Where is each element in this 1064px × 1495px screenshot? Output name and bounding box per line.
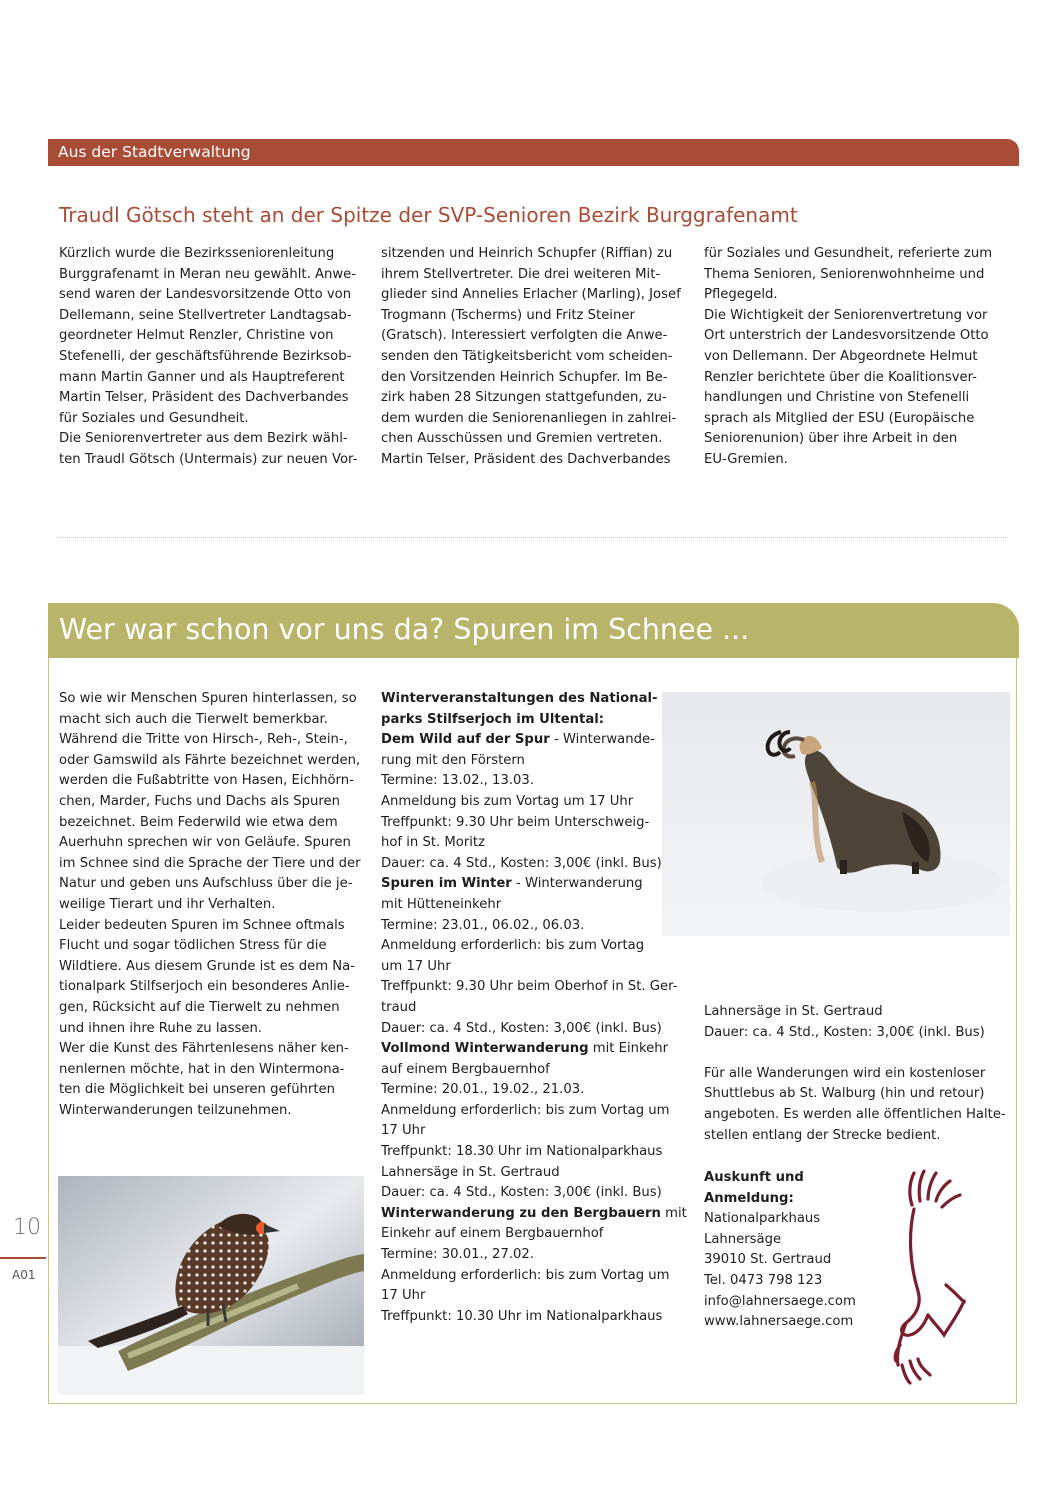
chamois-photo: [662, 692, 1010, 936]
divider: [58, 537, 1008, 538]
event-desc: mit Einkehr auf einem Bergbauernhof Termine: 20.01., 19.02., 21.03. Anmeldung erforderlich: bis zum Vortag um 17 Uhr Treffpunkt: 18.30 Uhr im Nationalparkhaus Lahnersäge in St. Gertraud Dauer: ca. 4 Std., Kosten: 3,00€ (inkl. Bus): [381, 1041, 670, 1201]
page-marker-line: [0, 1257, 46, 1259]
events-heading: Winterveranstaltungen des National- parks Stilfserjoch im Ultental:: [381, 691, 658, 727]
article-title: Traudl Götsch steht an der Spitze der SVP-Senioren Bezirk Burggrafenamt: [59, 203, 798, 227]
article-column-2: sitzenden und Heinrich Schupfer (Riffian) zu ihrem Stellvertreter. Die drei weiteren Mit- glieder sind Annelies Erlacher (Marling), Josef Trogmann (Tscherms) und Fritz Steiner (Gratsch). Interessiert verfolgten die Anwe- senden den Tätigkeitsbericht vom scheiden- den Vorsitzenden Heinrich Schupfer. Im Be- zirk haben 28 Sitzungen stattgefunden, zu- dem wurden die Seniorenanliegen in zahlrei- chen Ausschüssen und Gremien vertreten. Martin Telser, Präsident des Dachverbandes: [381, 246, 681, 467]
event-title: Vollmond Winterwanderung: [381, 1041, 589, 1057]
event-title: Winterwanderung zu den Bergbauern: [381, 1205, 661, 1221]
event-desc: mit Einkehr auf einem Bergbauernhof Termine: 30.01., 27.02. Anmeldung erforderlich: bis zum Vortag um 17 Uhr Treffpunkt: 10.30 Uhr im Nationalparkhaus: [381, 1205, 687, 1324]
contact-body: Nationalparkhaus Lahnersäge 39010 St. Gertraud Tel. 0473 798 123 info@lahnersaege.com www.lahnersaege.com: [704, 1211, 856, 1330]
events-column: [381, 689, 691, 1327]
event-desc: - Winterwande- rung mit den Förstern Termine: 13.02., 13.03. Anmeldung bis zum Vortag um 17 Uhr Treffpunkt: 9.30 Uhr beim Unterschweig- hof in St. Moritz Dauer: ca. 4 Std., Kosten: 3,00€ (inkl. Bus): [381, 732, 662, 871]
feature-title: Wer war schon vor uns da? Spuren im Schnee ...: [59, 613, 750, 646]
section-label: Aus der Stadtverwaltung: [58, 143, 251, 161]
event-title: Spuren im Winter: [381, 876, 512, 892]
event-title: Dem Wild auf der Spur: [381, 732, 550, 748]
contact-heading: Auskunft und Anmeldung:: [704, 1170, 804, 1206]
article-column-1: Kürzlich wurde die Bezirksseniorenleitung Burggrafenamt in Meran neu gewählt. Anwe- send waren der Landesvorsitzende Otto von Dellemann, seine Stellvertreter Landtagsab- geordneter Helmut Renzler, Christine von Stefenelli, der geschäftsführende Bezirksob- mann Martin Ganner und als Hauptreferent Martin Telser, Präsident des Dachverbandes für Soziales und Gesundheit. Die Seniorenvertreter aus dem Bezirk wähl- ten Traudl Götsch (Untermais) zur neuen Vor-: [59, 246, 358, 467]
feature-header: [48, 603, 1019, 658]
event-desc: - Winterwanderung mit Hütteneinkehr Termine: 23.01., 06.02., 06.03. Anmeldung erforderlich: bis zum Vortag um 17 Uhr Treffpunkt: 9.30 Uhr beim Oberhof in St. Ger- traud Dauer: ca. 4 Std., Kosten: 3,00€ (inkl. Bus): [381, 876, 678, 1036]
article-column-3: für Soziales und Gesundheit, referierte zum Thema Senioren, Seniorenwohnheime und Pflegegeld. Die Wichtigkeit der Seniorenvertretung vor Ort unterstrich der Landesvorsitzende Otto von Dellemann. Der Abgeordnete Helmut Renzler berichtete über die Koalitionsver- handlungen und Christine von Stefenelli sprach als Mitglied der ESU (Europäische Seniorenunion) über ihre Arbeit in den EU-Gremien.: [704, 246, 993, 467]
contact-block: [704, 1168, 904, 1333]
national-park-logo: [888, 1165, 968, 1385]
section-header: [48, 139, 1019, 166]
page-code: A01: [12, 1268, 36, 1282]
feature-column-1: So wie wir Menschen Spuren hinterlassen, so macht sich auch die Tierwelt bemerkbar. Während die Tritte von Hirsch-, Reh-, Stein-, oder Gamswild als Fährte bezeichnet werden, werden die Fußabtritte von Hasen, Eichhörn- chen, Marder, Fuchs und Dachs als Spuren bezeichnet. Beim Federwild wie etwa dem Auerhuhn sprechen wir von Geläufe. Spuren im Schnee sind die Sprache der Tiere und der Natur und geben uns Aufschluss über die je- weilige Tierart und ihr Verhalten. Leider bedeuten Spuren im Schnee oftmals Flucht und sogar tödlichen Stress für die Wildtiere. Aus diesem Grunde ist es dem Na- tionalpark Stilfserjoch ein besonderes Anlie- gen, Rücksicht auf die Tierwelt zu nehmen und ihnen ihre Ruhe zu lassen. Wer die Kunst des Fährtenlesens näher ken- nenlernen möchte, hat in den Wintermona- ten die Möglichkeit bei unseren geführten Winterwanderungen teilzunehmen.: [59, 691, 361, 1118]
page-number: 10: [13, 1215, 41, 1240]
feature-column-3: Lahnersäge in St. Gertraud Dauer: ca. 4 Std., Kosten: 3,00€ (inkl. Bus) Für alle Wanderungen wird ein kostenloser Shuttlebus ab St. Walburg (hin und retour) angeboten. Es werden alle öffentlichen Halte- stellen entlang der Strecke bedient.: [704, 1004, 1006, 1143]
nutcracker-photo: [58, 1176, 364, 1395]
